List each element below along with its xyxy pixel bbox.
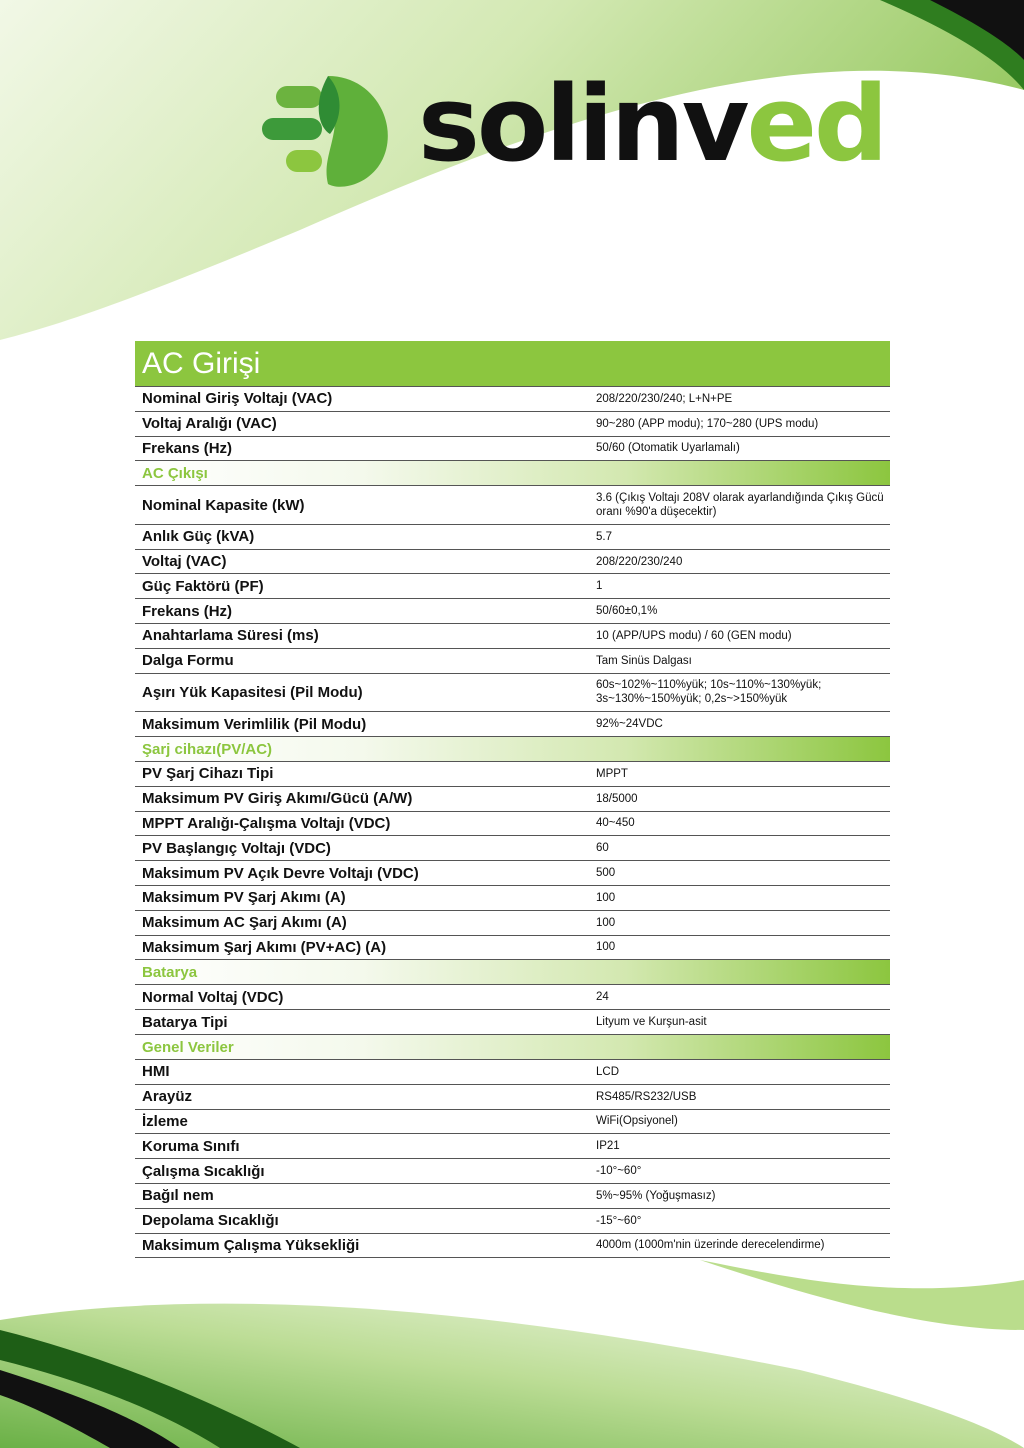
spec-row: [135, 387, 890, 412]
spec-row: [135, 1134, 890, 1159]
spec-row: [135, 1060, 890, 1085]
spec-value: IP21: [596, 1140, 620, 1153]
spec-value: 1: [596, 580, 603, 593]
spec-row: [135, 985, 890, 1010]
spec-label: Frekans (Hz): [142, 439, 233, 457]
spec-label: Nominal Giriş Voltajı (VAC): [142, 390, 333, 408]
spec-row: [135, 674, 890, 713]
section-header: Şarj cihazı(PV/AC): [135, 737, 890, 762]
spec-value: 500: [596, 867, 616, 880]
spec-row: [135, 762, 890, 787]
spec-value: 40~450: [596, 817, 635, 830]
spec-label: Maksimum Çalışma Yüksekliği: [142, 1236, 360, 1254]
spec-value: 100: [596, 916, 616, 929]
spec-row: [135, 550, 890, 575]
spec-label: Maksimum Verimlilik (Pil Modu): [142, 715, 367, 733]
spec-value: MPPT: [596, 767, 628, 780]
spec-value: -15°~60°: [596, 1214, 642, 1227]
spec-row: [135, 787, 890, 812]
logo-wordmark: solinved: [418, 63, 886, 185]
spec-row: [135, 525, 890, 550]
spec-label: Aşırı Yük Kapasitesi (Pil Modu): [142, 683, 363, 701]
spec-label: Güç Faktörü (PF): [142, 577, 264, 595]
spec-label: PV Başlangıç Voltajı (VDC): [142, 839, 331, 857]
spec-row: [135, 911, 890, 936]
spec-label: Voltaj Aralığı (VAC): [142, 415, 277, 433]
spec-label: Maksimum PV Giriş Akımı/Gücü (A/W): [142, 790, 413, 808]
spec-label: MPPT Aralığı-Çalışma Voltajı (VDC): [142, 814, 391, 832]
spec-value: 60: [596, 842, 609, 855]
spec-value: 18/5000: [596, 792, 638, 805]
spec-sheet: [135, 341, 890, 1258]
spec-row: [135, 412, 890, 437]
section-header: AC Çıkışı: [135, 461, 890, 486]
spec-label: Maksimum PV Şarj Akımı (A): [142, 889, 346, 907]
spec-label: HMI: [142, 1063, 170, 1081]
spec-value: RS485/RS232/USB: [596, 1090, 697, 1103]
spec-value: 4000m (1000m'nin üzerinde derecelendirme): [596, 1239, 825, 1252]
spec-label: Koruma Sınıfı: [142, 1137, 240, 1155]
spec-label: Voltaj (VAC): [142, 553, 227, 571]
spec-label: Anlık Güç (kVA): [142, 528, 255, 546]
spec-label: Normal Voltaj (VDC): [142, 988, 284, 1006]
spec-label: Maksimum Şarj Akımı (PV+AC) (A): [142, 938, 387, 956]
spec-label: Arayüz: [142, 1088, 193, 1106]
spec-value: 90~280 (APP modu); 170~280 (UPS modu): [596, 417, 819, 430]
spec-value: 10 (APP/UPS modu) / 60 (GEN modu): [596, 629, 792, 642]
spec-row: [135, 574, 890, 599]
sheet-title: AC Girişi: [135, 341, 890, 387]
spec-row: [135, 486, 890, 525]
spec-row: [135, 1159, 890, 1184]
spec-label: Bağıl nem: [142, 1187, 214, 1205]
spec-row: [135, 599, 890, 624]
spec-row: [135, 649, 890, 674]
spec-value: Lityum ve Kurşun-asit: [596, 1016, 707, 1029]
spec-row: [135, 1234, 890, 1259]
spec-value: 60s~102%~110%yük; 10s~110%~130%yük; 3s~130%~150%yük; 0,2s~>150%yük: [596, 679, 822, 706]
spec-value: 100: [596, 941, 616, 954]
spec-row: [135, 1085, 890, 1110]
spec-row: [135, 1209, 890, 1234]
spec-label: Maksimum PV Açık Devre Voltajı (VDC): [142, 864, 419, 882]
spec-value: 208/220/230/240: [596, 555, 683, 568]
spec-label: Anahtarlama Süresi (ms): [142, 627, 319, 645]
spec-value: 5.7: [596, 530, 612, 543]
spec-value: 92%~24VDC: [596, 718, 663, 731]
spec-row: [135, 936, 890, 961]
spec-value: -10°~60°: [596, 1165, 642, 1178]
spec-row: [135, 886, 890, 911]
spec-label: Maksimum AC Şarj Akımı (A): [142, 914, 347, 932]
section-header: Genel Veriler: [135, 1035, 890, 1060]
spec-row: [135, 812, 890, 837]
spec-row: [135, 861, 890, 886]
spec-value: 5%~95% (Yoğuşmasız): [596, 1189, 716, 1202]
spec-value: Tam Sinüs Dalgası: [596, 654, 692, 667]
spec-row: [135, 1184, 890, 1209]
section-header: Batarya: [135, 960, 890, 985]
spec-value: 50/60±0,1%: [596, 605, 658, 618]
spec-row: [135, 624, 890, 649]
spec-label: Dalga Formu: [142, 652, 234, 670]
spec-value: 3.6 (Çıkış Voltajı 208V olarak ayarlandığında Çıkış Gücü oranı %90'a düşecektir): [596, 492, 884, 519]
spec-label: Frekans (Hz): [142, 602, 233, 620]
spec-row: [135, 712, 890, 737]
spec-value: 50/60 (Otomatik Uyarlamalı): [596, 442, 740, 455]
spec-row: [135, 836, 890, 861]
spec-label: PV Şarj Cihazı Tipi: [142, 765, 274, 783]
spec-value: 208/220/230/240; L+N+PE: [596, 392, 733, 405]
spec-row: [135, 1010, 890, 1035]
spec-value: 100: [596, 891, 616, 904]
spec-value: 24: [596, 991, 609, 1004]
spec-label: Nominal Kapasite (kW): [142, 496, 305, 514]
logo-mark-icon: [258, 72, 408, 192]
spec-row: [135, 1110, 890, 1135]
spec-value: LCD: [596, 1065, 620, 1078]
spec-label: Çalışma Sıcaklığı: [142, 1162, 265, 1180]
spec-label: Depolama Sıcaklığı: [142, 1212, 279, 1230]
spec-row: [135, 437, 890, 462]
spec-label: İzleme: [142, 1112, 188, 1130]
spec-label: Batarya Tipi: [142, 1013, 228, 1031]
spec-value: WiFi(Opsiyonel): [596, 1115, 678, 1128]
solinved-logo: [258, 63, 886, 192]
